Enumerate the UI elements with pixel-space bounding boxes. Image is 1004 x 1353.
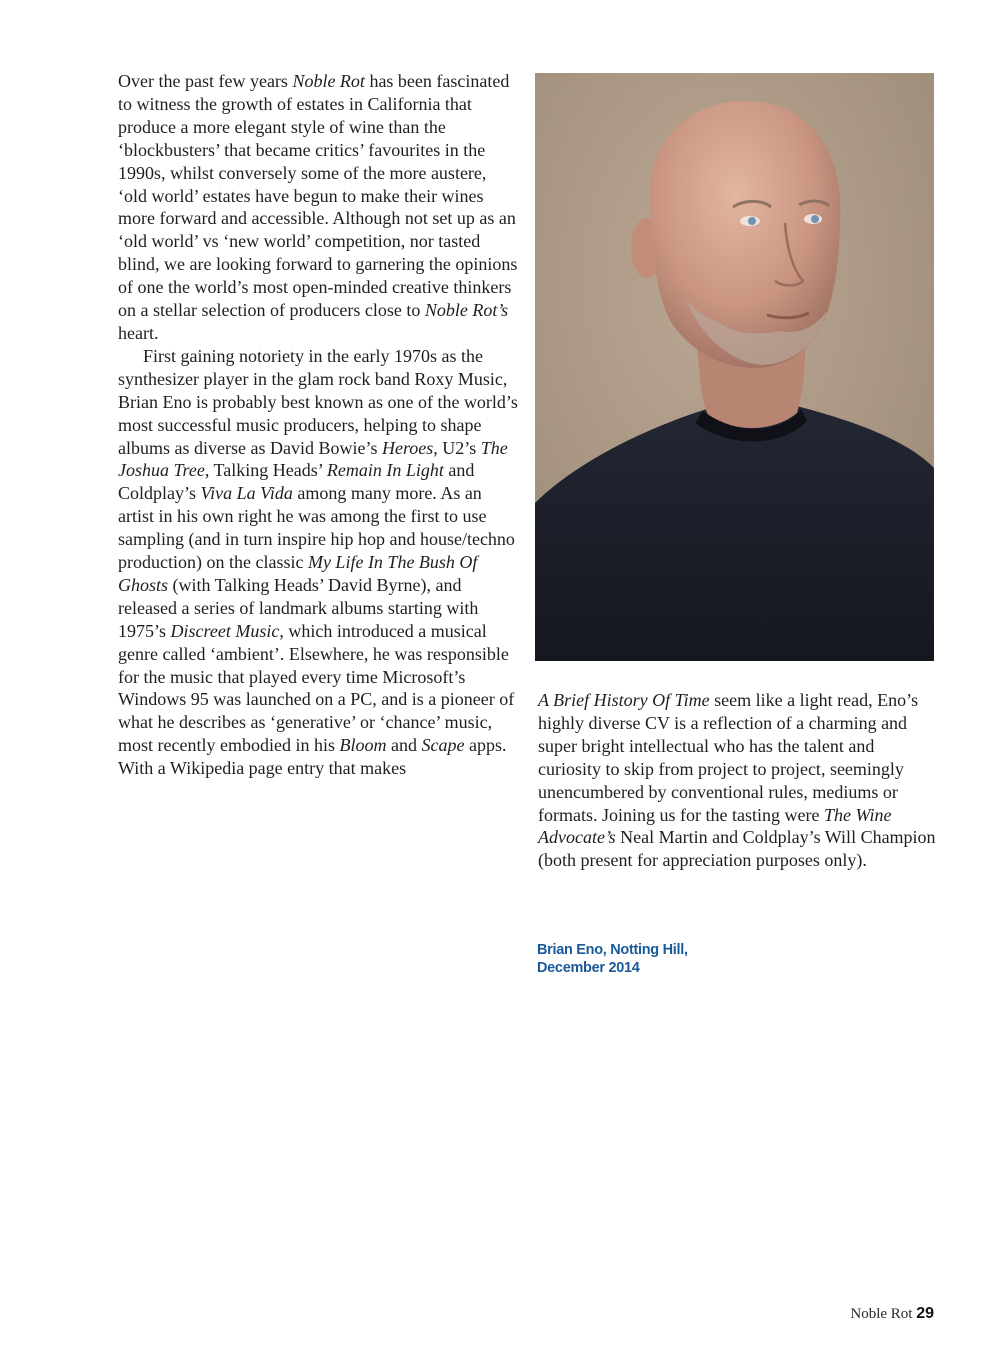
portrait-illustration: [535, 73, 934, 661]
italic-run: A Brief History Of Time: [538, 690, 710, 710]
text-run: seem like a light read, Eno’s highly diverse CV is a reflection of a charming and super bright intellectual who has the talent and curiosity to skip from project to project, seemingly unencumbered by conventional rules, mediums or formats. Joining us for the tasting were: [538, 690, 919, 825]
text-run: , U2’s: [433, 437, 481, 458]
italic-run: Noble Rot: [292, 71, 365, 91]
italic-run: Discreet Music: [170, 620, 280, 641]
text-run: Over the past few years: [118, 71, 293, 91]
italic-run: My Life In The Bush Of Ghosts: [118, 552, 478, 595]
left-column: [118, 70, 518, 780]
italic-run: Noble Rot’s: [424, 300, 509, 321]
text-run: heart.: [118, 322, 159, 343]
photo-caption: [537, 941, 797, 977]
page-number: 29: [916, 1305, 934, 1322]
text-run: , which introduced a musical genre called ‘ambient’. Elsewhere, he was responsible for the music that played every time Microsoft’s Windows 95 was launched on a PC, and is a pioneer of what he describes as ‘generative’ or ‘chance’ music, most recently embodied in his: [118, 620, 515, 756]
text-run: has been fascinated to witness the growth of estates in California that produce a more elegant style of wine than the ‘blockbusters’ that became critics’ favourites in the 1990s, whilst conversely some of the more austere, ‘old world’ estates have begun to make their wines more forward and accessible. Although not set up as an ‘old world’ vs ‘new world’ competition, nor tasted blind, we are looking forward to garnering the opinions of one the world’s most open-minded creative thinkers on a stellar selection of producers close to: [118, 71, 518, 321]
italic-run: Scape: [421, 735, 465, 756]
magazine-name: Noble Rot: [850, 1306, 913, 1322]
italic-run: The Joshua Tree: [118, 437, 508, 481]
text-run: apps. With a Wikipedia page entry that makes: [118, 735, 507, 779]
portrait-photo: [535, 73, 934, 661]
paragraph-biography: [118, 345, 518, 780]
text-run: , Talking Heads’: [204, 460, 327, 481]
right-column: [538, 689, 938, 872]
caption-line-2: December 2014: [537, 960, 640, 976]
caption-line-1: Brian Eno, Notting Hill,: [537, 942, 688, 958]
italic-run: Viva La Vida: [200, 483, 293, 504]
italic-run: Heroes: [381, 437, 434, 458]
page-footer: [850, 1305, 934, 1323]
left-iris: [748, 217, 756, 225]
text-run: and: [386, 735, 422, 756]
text-run: among many more. As an artist in his own right he was among the first to use sampling (and in turn inspire hip hop and house/techno production) on the classic: [118, 483, 515, 573]
text-run: (with Talking Heads’ David Byrne), and released a series of landmark albums starting with 1975’s: [118, 574, 479, 641]
text-run: and Coldplay’s: [118, 460, 475, 504]
paragraph-continued: [538, 689, 938, 872]
text-run: Neal Martin and Coldplay’s Will Champion (both present for appreciation purposes only).: [538, 827, 936, 871]
text-run: First gaining notoriety in the early 1970s as the synthesizer player in the glam rock band Roxy Music, Brian Eno is probably best known as one of the world’s most successful music producers, helping to shape albums as diverse as David Bowie’s: [118, 345, 518, 458]
right-iris: [811, 215, 819, 223]
paragraph-intro: [118, 70, 518, 345]
italic-run: Remain In Light: [326, 460, 444, 481]
italic-run: Bloom: [339, 735, 387, 756]
italic-run: The Wine Advocate’s: [538, 804, 892, 848]
